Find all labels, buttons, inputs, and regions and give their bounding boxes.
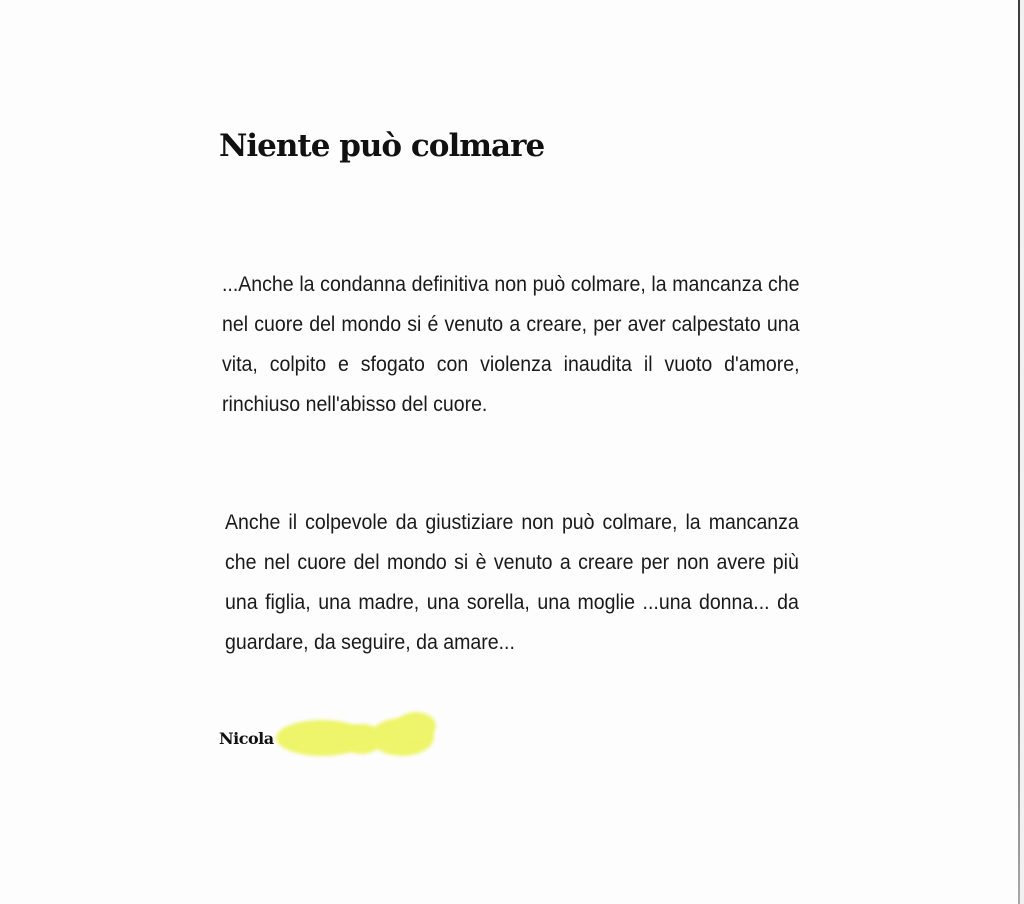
signature	[219, 726, 444, 750]
signature-name: Nicola	[219, 728, 274, 748]
scan-edge-line	[1018, 0, 1020, 904]
redaction-highlight	[276, 718, 444, 758]
page-title: Niente può colmare	[219, 128, 545, 164]
scan-edge-shadow	[1020, 0, 1024, 904]
redaction-blob	[396, 712, 436, 740]
paragraph-2: Anche il colpevole da giustiziare non può colmare, la mancanza che nel cuore del mondo si è venuto a creare per non avere più una figlia, una madre, una sorella, una moglie ...una donna... da guardare, da seguire, da amare...	[225, 511, 799, 654]
paragraph-1: ...Anche la condanna definitiva non può colmare, la mancanza che nel cuore del mondo si é venuto a creare, per aver calpestato una vita, colpito e sfogato con violenza inaudita il vuoto d'amore, rinchiuso nell'abisso del cuore.	[222, 273, 800, 416]
